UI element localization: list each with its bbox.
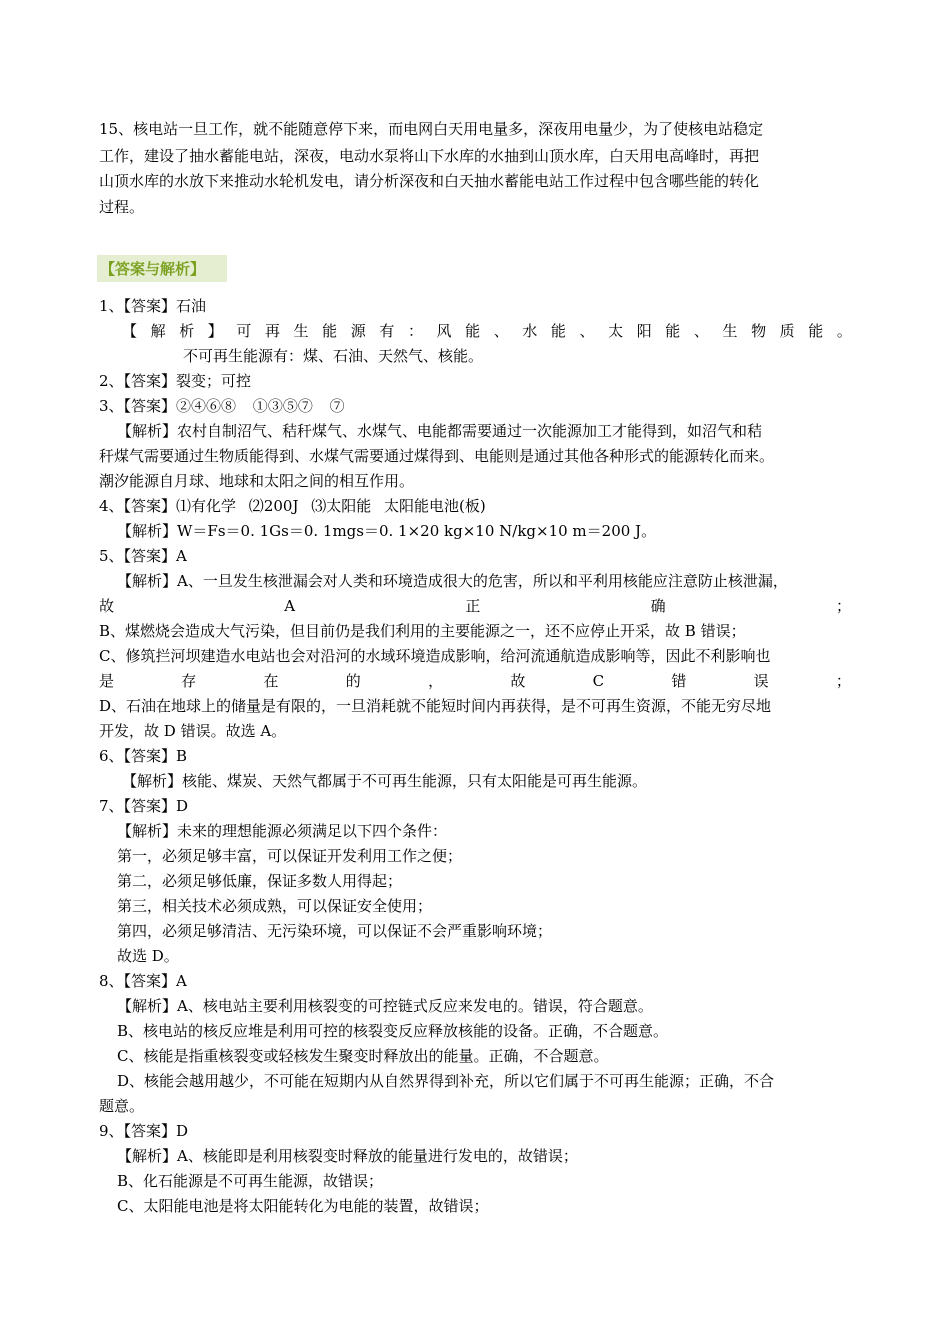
answer-7-explanation-line-3: 第二，必须足够低廉，保证多数人用得起；	[117, 872, 403, 890]
justified-word: 生	[293, 322, 309, 340]
answer-7-explanation-line-2: 第一，必须足够丰富，可以保证开发利用工作之便；	[117, 847, 463, 865]
question-15-line-4: 过程。	[99, 198, 145, 216]
justified-word: 的	[345, 672, 361, 690]
answer-8-explanation-line-3: C、核能是指重核裂变或轻核发生聚变时释放出的能量。正确，不合题意。	[117, 1047, 609, 1065]
answer-3-explanation-line-1: 【解析】农村自制沼气、秸秆煤气、水煤气、电能都需要通过一次能源加工才能得到，如沼气和秸	[117, 422, 763, 440]
justified-word: 能	[808, 322, 824, 340]
answer-8-explanation-line-4: D、核能会越用越少，不可能在短期内从自然界得到补充，所以它们属于不可再生能源；正确，不合	[117, 1072, 775, 1090]
justified-word: 【	[122, 322, 138, 340]
justified-word: 能	[322, 322, 338, 340]
justified-word: 正	[465, 597, 481, 615]
answer-3-explanation-line-2: 秆煤气需要通过生物质能得到、水煤气需要通过煤得到、电能则是通过其他各种形式的能源转化而来。	[99, 447, 775, 465]
question-15-line-3: 山顶水库的水放下来推动水轮机发电，请分析深夜和白天抽水蓄能电站工作过程中包含哪些能的转化	[99, 172, 760, 190]
justified-word: ；	[835, 597, 851, 615]
justified-word: 误	[753, 672, 769, 690]
justified-word: 、	[693, 322, 709, 340]
answer-6-explanation: 【解析】核能、煤炭、天然气都属于不可再生能源，只有太阳能是可再生能源。	[122, 772, 648, 790]
answer-9-explanation-line-3: C、太阳能电池是将太阳能转化为电能的装置，故错误；	[117, 1197, 489, 1215]
justified-word: 能	[465, 322, 481, 340]
answer-1-explanation-line-1	[122, 321, 852, 341]
justified-word: 解	[150, 322, 166, 340]
answer-5-explanation-line-3: B、煤燃烧会造成大气污染，但目前仍是我们利用的主要能源之一，还不应停止开采，故 B 错误；	[99, 622, 746, 640]
answer-9-label: 9、【答案】D	[99, 1122, 189, 1140]
justified-word: 再	[264, 322, 280, 340]
answer-5-explanation-line-2	[99, 596, 851, 616]
justified-word: 析	[179, 322, 195, 340]
answer-7-explanation-line-6: 故选 D。	[117, 947, 179, 965]
justified-word: 可	[236, 322, 252, 340]
justified-word: A	[284, 597, 296, 615]
section-title: 【答案与解析】	[100, 260, 206, 278]
justified-word: 在	[263, 672, 279, 690]
justified-word: 能	[550, 322, 566, 340]
answer-8-explanation-line-2: B、核电站的核反应堆是利用可控的核裂变反应释放核能的设备。正确，不合题意。	[117, 1022, 669, 1040]
answer-7-explanation-line-1: 【解析】未来的理想能源必须满足以下四个条件：	[117, 822, 448, 840]
justified-word: 】	[207, 322, 223, 340]
justified-word: 源	[350, 322, 366, 340]
answer-5-explanation-line-7: 开发，故 D 错误。故选 A。	[99, 722, 287, 740]
answer-9-explanation-line-2: B、化石能源是不可再生能源，故错误；	[117, 1172, 384, 1190]
answer-5-label: 5、【答案】A	[99, 547, 187, 565]
answer-5-explanation-line-5	[99, 671, 851, 691]
justified-word: ，	[428, 672, 444, 690]
answer-6-label: 6、【答案】B	[99, 747, 188, 765]
answer-8-explanation-line-5: 题意。	[99, 1097, 145, 1115]
answer-3-label: 3、【答案】②④⑥⑧ ①③⑤⑦ ⑦	[99, 397, 345, 415]
justified-word: 有	[379, 322, 395, 340]
answer-8-label: 8、【答案】A	[99, 972, 187, 990]
answer-5-explanation-line-1: 【解析】A、一旦发生核泄漏会对人类和环境造成很大的危害，所以和平利用核能应注意防止核泄漏，	[117, 572, 788, 590]
justified-word: 确	[650, 597, 666, 615]
answer-1-explanation-line-2: 不可再生能源有：煤、石油、天然气、核能。	[183, 347, 484, 365]
justified-word: 水	[522, 322, 538, 340]
justified-word: ；	[835, 672, 851, 690]
answer-3-explanation-line-3: 潮汐能源自月球、地球和太阳之间的相互作用。	[99, 472, 415, 490]
justified-word: ：	[407, 322, 423, 340]
justified-word: 存	[181, 672, 197, 690]
answer-1-label: 1、【答案】石油	[99, 297, 207, 315]
justified-word: 风	[436, 322, 452, 340]
justified-word: 能	[665, 322, 681, 340]
justified-word: C	[592, 672, 605, 690]
answer-9-explanation-line-1: 【解析】A、核能即是利用核裂变时释放的能量进行发电的，故错误；	[117, 1147, 578, 1165]
answer-7-explanation-line-4: 第三，相关技术必须成熟，可以保证安全使用；	[117, 897, 433, 915]
justified-word: 太	[608, 322, 624, 340]
justified-word: 。	[836, 322, 852, 340]
justified-word: 质	[779, 322, 795, 340]
justified-word: 故	[510, 672, 526, 690]
answer-4-explanation: 【解析】W＝Fs＝0. 1Gs＝0. 1mgs＝0. 1×20 kg×10 N/kg×10 m＝200 J。	[117, 522, 657, 540]
justified-word: 生	[722, 322, 738, 340]
justified-word: 阳	[636, 322, 652, 340]
justified-word: 故	[99, 597, 115, 615]
answer-4-label: 4、【答案】⑴有化学 ⑵200J ⑶太阳能 太阳能电池(板)	[99, 497, 486, 515]
justified-word: 、	[493, 322, 509, 340]
justified-word: 是	[99, 672, 115, 690]
answer-5-explanation-line-4: C、修筑拦河坝建造水电站也会对沿河的水域环境造成影响，给河流通航造成影响等，因此不利影响也	[99, 647, 771, 665]
justified-word: 物	[751, 322, 767, 340]
question-15-line-2: 工作，建设了抽水蓄能电站，深夜，电动水泵将山下水库的水抽到山顶水库，白天用电高峰时，再把	[99, 147, 760, 165]
answer-8-explanation-line-1: 【解析】A、核电站主要利用核裂变的可控链式反应来发电的。错误，符合题意。	[117, 997, 653, 1015]
justified-word: 错	[671, 672, 687, 690]
answer-7-label: 7、【答案】D	[99, 797, 189, 815]
question-15-line-1: 15、核电站一旦工作，就不能随意停下来，而电网白天用电量多，深夜用电量少，为了使核电站稳定	[99, 120, 764, 138]
answer-5-explanation-line-6: D、石油在地球上的储量是有限的，一旦消耗就不能短时间内再获得，是不可再生资源，不能无穷尽地	[99, 697, 772, 715]
justified-word: 、	[579, 322, 595, 340]
answer-2-label: 2、【答案】裂变；可控	[99, 372, 252, 390]
answer-7-explanation-line-5: 第四，必须足够清洁、无污染环境，可以保证不会严重影响环境；	[117, 922, 553, 940]
